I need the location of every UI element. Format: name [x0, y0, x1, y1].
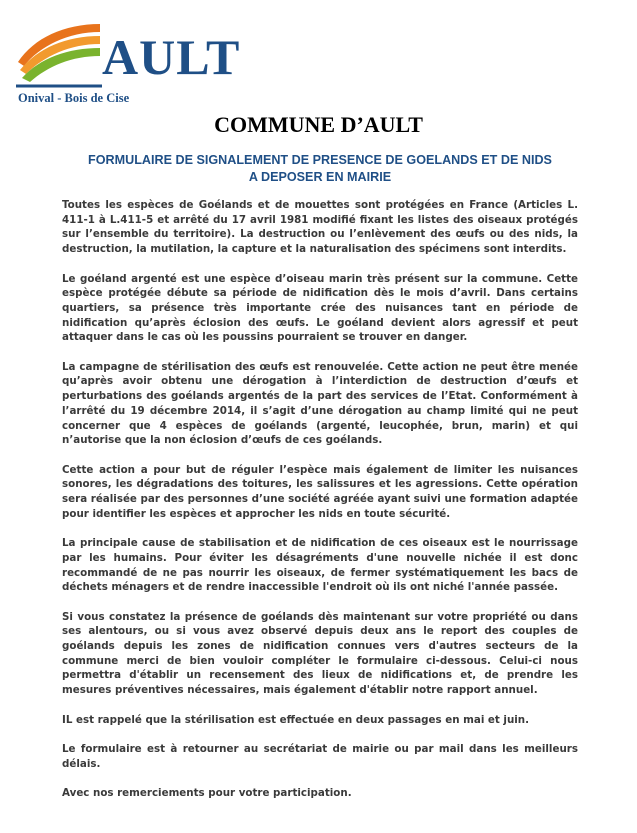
paragraph: La campagne de stérilisation des œufs est renouvelée. Cette action ne peut être menée qu’après avoir obtenu une dérogation à l’interdiction de destruction d’œufs et perturbations des goélands argentés de la part des services de l’Etat. Conformément à l’arrêté du 19 décembre 2014, il s’agit d’une dérogation au champ limité qui ne peut concerner que 4 espèces de goélands (argenté, leucophée, brun, marin) et qui n’autorise que la non éclosion d’œufs de ces goélands.: [62, 360, 578, 447]
paragraph: Toutes les espèces de Goélands et de mouettes sont protégées en France (Articles L. 411-1 à L.411-5 et arrêté du 17 avril 1981 modifié fixant les listes des oiseaux protégés sur l’ensemble du territoire). La destruction ou l’enlèvement des œufs ou des nids, la destruction, la mutilation, la capture et la naturalisation des spécimens sont interdits.: [62, 199, 578, 256]
paragraph: Le formulaire est à retourner au secrétariat de mairie ou par mail dans les meilleurs délais.: [62, 742, 578, 770]
paragraph: Le goéland argenté est une espèce d’oiseau marin très présent sur la commune. Cette espèce protégée débute sa période de nidification dès le mois d’avril. Dans certains quartiers, sa présence très importante crée des nuisances tant en période de nidification qu’après éclosion des œufs. Le goéland devient alors agressif et peut attaquer dans le cas où les poussins pourraient se trouver en danger.: [62, 272, 578, 344]
logo-waves-icon: [14, 18, 104, 90]
paragraph: IL est rappelé que la stérilisation est effectuée en deux passages en mai et juin.: [62, 713, 530, 726]
subtitle-line-1: FORMULAIRE DE SIGNALEMENT DE PRESENCE DE GOELANDS ET DE NIDS: [88, 153, 552, 167]
logo-subtitle: Onival - Bois de Cise: [18, 91, 130, 105]
page-title: COMMUNE D’AULT: [214, 112, 423, 137]
commune-logo: [14, 18, 241, 114]
form-subtitle: [60, 152, 580, 186]
paragraph: La principale cause de stabilisation et de nidification de ces oiseaux est le nourrissage par les humains. Pour éviter les désagréments d'une nouvelle nichée il est donc recommandé de ne pas nourrir les oiseaux, de fermer systématiquement les bacs de déchets ménagers et de rendre inaccessible l'endroit où ils ont niché l'année passée.: [62, 537, 578, 594]
paragraph: Si vous constatez la présence de goélands dès maintenant sur votre propriété ou dans ses alentours, ou si vous avez observé depuis deux ans le report des couples de goélands depuis les zones de nidification connues vers d'autres secteurs de la commune merci de bien vouloir compléter le formulaire ci-dessous. Celui-ci nous permettra d'établir un recensement des lieux de nidifications et, de prendre les mesures préventives nécessaires, mais également d'établir notre rapport annuel.: [62, 610, 578, 697]
document-body: [62, 198, 578, 815]
paragraph: Cette action a pour but de réguler l’espèce mais également de limiter les nuisances sonores, les dégradations des toitures, les salissures et les agressions. Cette opération sera réalisée par des personnes d’une société agréée ayant suivi une formation adaptée pour identifier les espèces et approcher les nids en toute sécurité.: [62, 463, 578, 520]
logo-name: AULT: [102, 29, 241, 85]
subtitle-line-2: A DEPOSER EN MAIRIE: [248, 170, 392, 184]
paragraph: Avec nos remerciements pour votre participation.: [62, 787, 352, 799]
